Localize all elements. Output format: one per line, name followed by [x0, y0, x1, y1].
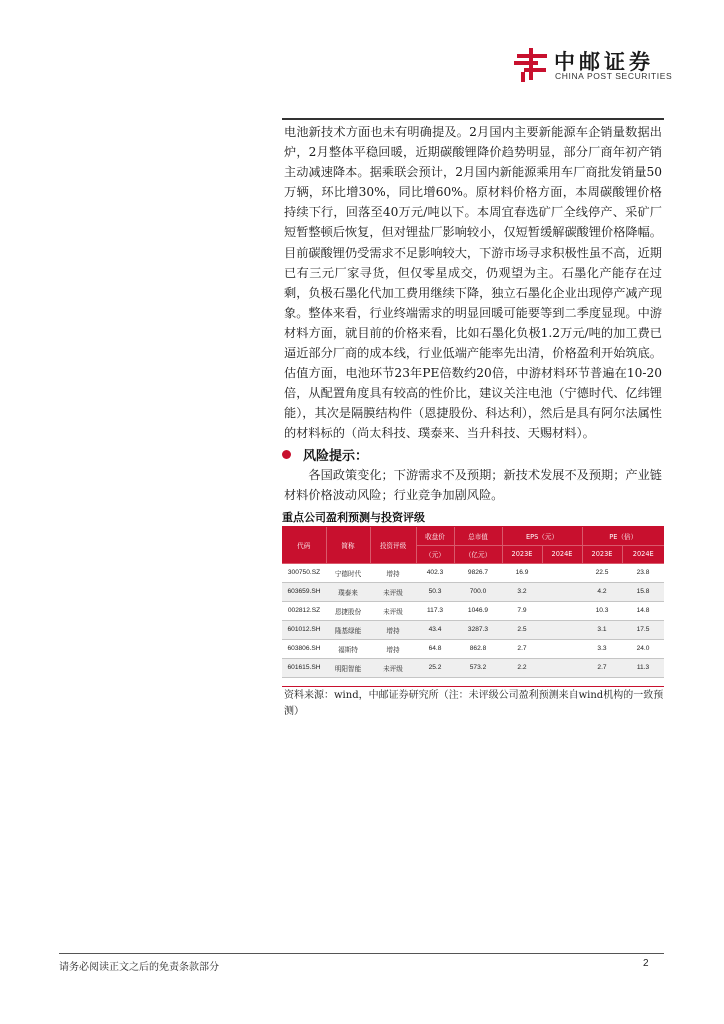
cell-eps-2023: 2.7	[502, 639, 542, 658]
col-header-close-unit: （元）	[416, 545, 454, 563]
cell-market-cap: 3287.3	[454, 620, 502, 639]
cell-eps-2024	[542, 620, 582, 639]
table-title: 重点公司盈利预测与投资评级	[282, 511, 425, 524]
cell-eps-2023: 7.9	[502, 601, 542, 620]
forecast-table	[282, 527, 664, 678]
col-header-pe-2024: 2024E	[622, 545, 664, 563]
cell-market-cap: 573.2	[454, 658, 502, 677]
cell-market-cap: 700.0	[454, 582, 502, 601]
cell-market-cap: 1046.9	[454, 601, 502, 620]
risk-paragraph: 各国政策变化；下游需求不及预期；新技术发展不及预期；产业链材料价格波动风险；行业竞争加剧风险。	[284, 468, 662, 502]
cell-pe-2024: 11.3	[622, 658, 664, 677]
cell-pe-2024: 24.0	[622, 639, 664, 658]
cell-pe-2023: 2.7	[582, 658, 622, 677]
body-paragraph: 电池新技术方面也未有明确提及。2月国内主要新能源车企销量数据出炉，2月整体平稳回暖，近期碳酸锂降价趋势明显，部分厂商年初产销主动减速降本。据乘联会预计，2月国内新能源乘用车厂商批发销量50万辆，环比增30%，同比增60%。原材料价格方面，本周碳酸锂价格持续下行，回落至40万元/吨以下。本周宜春选矿厂全线停产、采矿厂短暂整顿后恢复，但对锂盐厂影响较小，仅短暂缓解碳酸锂价格降幅。目前碳酸锂仍受需求不足影响较大，下游市场寻求积极性虽不高，近期已有三元厂家寻货，但仅零星成交，仍观望为主。石墨化产能存在过剩，负极石墨化代加工费用继续下降，独立石墨化企业出现停产减产现象。整体来看，行业终端需求的明显回暖可能要等到二季度显现。中游材料方面，就目前的价格来看，比如石墨化负极1.2万元/吨的加工费已逼近部分厂商的成本线，行业低端产能率先出清，价格盈利开始筑底。估值方面，电池环节23年PE倍数约20倍，中游材料环节普遍在10-20倍，从配置角度具有较高的性价比，建议关注电池（宁德时代、亿纬锂能），其次是隔膜结构件（恩捷股份、科达利），然后是具有阿尔法属性的材料标的（尚太科技、璞泰来、当升科技、天赐材料）。	[284, 125, 662, 441]
cell-pe-2023: 10.3	[582, 601, 622, 620]
col-header-eps-2024: 2024E	[542, 545, 582, 563]
cell-pe-2023: 3.3	[582, 639, 622, 658]
cell-eps-2023: 2.5	[502, 620, 542, 639]
cell-price: 50.3	[416, 582, 454, 601]
cell-name: 璞泰来	[326, 582, 370, 601]
col-header-code: 代码	[282, 527, 326, 563]
col-header-pe-2023: 2023E	[582, 545, 622, 563]
cell-name: 隆基绿能	[326, 620, 370, 639]
cell-code: 002812.SZ	[282, 601, 326, 620]
cell-price: 117.3	[416, 601, 454, 620]
cell-eps-2024	[542, 639, 582, 658]
cell-eps-2023: 3.2	[502, 582, 542, 601]
footer-disclaimer: 请务必阅读正文之后的免责条款部分	[59, 962, 219, 973]
company-logo	[514, 44, 694, 88]
table-bottom-rule	[282, 686, 664, 687]
col-header-eps: EPS（元）	[502, 527, 582, 545]
table-row	[282, 601, 664, 620]
cell-eps-2024	[542, 563, 582, 582]
logo-mark-icon	[514, 44, 550, 84]
col-header-cap-unit: （亿元）	[454, 545, 502, 563]
col-header-pe: PE（倍）	[582, 527, 664, 545]
col-header-market-cap: 总市值	[454, 527, 502, 545]
table-row	[282, 563, 664, 582]
cell-pe-2024: 17.5	[622, 620, 664, 639]
cell-eps-2024	[542, 601, 582, 620]
col-header-close-price: 收盘价	[416, 527, 454, 545]
cell-eps-2023: 16.9	[502, 563, 542, 582]
cell-price: 43.4	[416, 620, 454, 639]
cell-eps-2024	[542, 582, 582, 601]
cell-name: 福斯特	[326, 639, 370, 658]
risk-heading-label: 风险提示：	[303, 449, 369, 464]
cell-pe-2024: 23.8	[622, 563, 664, 582]
bullet-dot-icon	[282, 450, 291, 459]
table-row	[282, 639, 664, 658]
col-header-name: 简称	[326, 527, 370, 563]
cell-rating: 增持	[370, 639, 416, 658]
cell-code: 603806.SH	[282, 639, 326, 658]
cell-pe-2023: 3.1	[582, 620, 622, 639]
cell-pe-2023: 4.2	[582, 582, 622, 601]
cell-code: 601615.SH	[282, 658, 326, 677]
table-source-note: 资料来源：wind，中邮证券研究所（注：未评级公司盈利预测来自wind机构的一致预测）	[284, 690, 664, 717]
footer-divider	[59, 953, 664, 954]
cell-eps-2024	[542, 658, 582, 677]
header-divider	[282, 118, 664, 120]
cell-rating: 未评级	[370, 601, 416, 620]
cell-pe-2024: 14.8	[622, 601, 664, 620]
cell-eps-2023: 2.2	[502, 658, 542, 677]
col-header-rating: 投资评级	[370, 527, 416, 563]
cell-market-cap: 862.8	[454, 639, 502, 658]
logo-chinese-name: 中邮证券	[554, 50, 654, 74]
cell-name: 恩捷股份	[326, 601, 370, 620]
page-number: 2	[643, 958, 649, 969]
logo-english-name: CHINA POST SECURITIES	[555, 71, 673, 81]
cell-code: 300750.SZ	[282, 563, 326, 582]
cell-code: 601012.SH	[282, 620, 326, 639]
cell-market-cap: 9826.7	[454, 563, 502, 582]
cell-rating: 未评级	[370, 582, 416, 601]
risk-heading	[282, 445, 368, 464]
cell-pe-2024: 15.8	[622, 582, 664, 601]
col-header-eps-2023: 2023E	[502, 545, 542, 563]
cell-pe-2023: 22.5	[582, 563, 622, 582]
table-row	[282, 620, 664, 639]
cell-price: 64.8	[416, 639, 454, 658]
cell-rating: 增持	[370, 563, 416, 582]
cell-code: 603659.SH	[282, 582, 326, 601]
table-row	[282, 658, 664, 677]
cell-price: 25.2	[416, 658, 454, 677]
cell-rating: 增持	[370, 620, 416, 639]
cell-name: 宁德时代	[326, 563, 370, 582]
table-row	[282, 582, 664, 601]
cell-rating: 未评级	[370, 658, 416, 677]
cell-name: 明阳智能	[326, 658, 370, 677]
cell-price: 402.3	[416, 563, 454, 582]
